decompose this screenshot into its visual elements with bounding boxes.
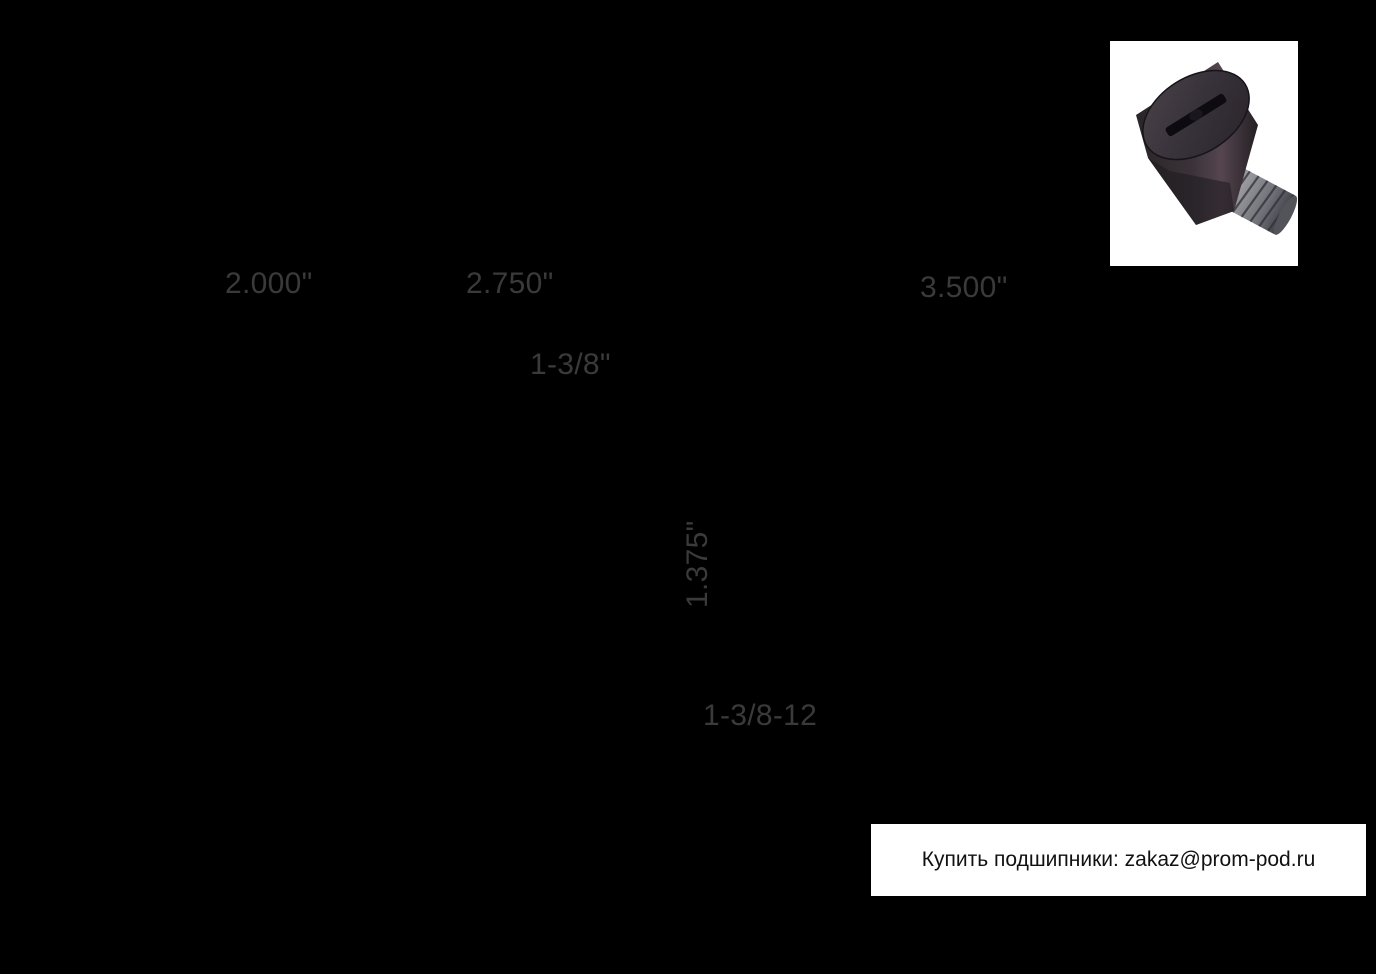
dimension-overall-length: 3.500" <box>920 271 1008 304</box>
cam-follower-illustration <box>1110 41 1298 266</box>
contact-banner <box>871 824 1366 896</box>
dimension-thread-spec: 1-3/8-12 <box>703 699 818 732</box>
cam-follower-photo <box>1110 41 1298 266</box>
contact-banner-text: Купить подшипники: zakaz@prom-pod.ru <box>921 848 1316 871</box>
dimension-stud-diameter: 1.375" <box>681 520 714 608</box>
dimension-stud-size: 1-3/8" <box>530 348 611 381</box>
dimension-roller-width: 2.750" <box>466 267 554 300</box>
dimension-outer-diameter: 2.000" <box>225 267 313 300</box>
